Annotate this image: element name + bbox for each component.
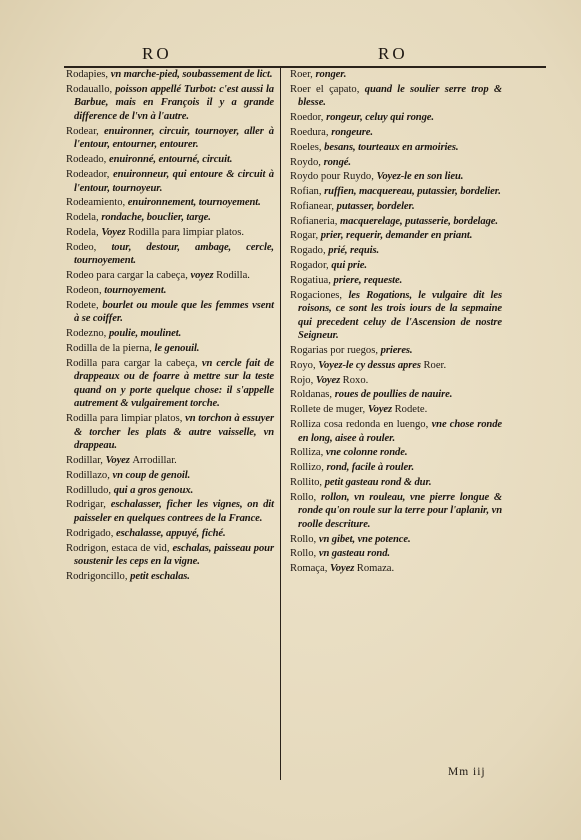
entry-headword: Rodeo para cargar la cabeça, <box>66 270 191 281</box>
entry-headword: Rodeado, <box>66 154 109 166</box>
entry-headword: Rodrigado, <box>66 527 117 539</box>
dictionary-entry <box>290 289 502 343</box>
entry-definition: vne colonne ronde. <box>325 447 408 459</box>
entry-headword: Rodezno, <box>66 327 109 339</box>
entry-headword: Rodear, <box>66 125 104 137</box>
dictionary-entry <box>66 168 274 195</box>
entry-crossref: Rodilla. <box>216 270 250 281</box>
entry-headword: Rodilla de la pierna, <box>66 342 155 354</box>
entry-definition: rond, facile à rouler. <box>326 462 415 474</box>
entry-headword: Rofianeria, <box>290 215 341 227</box>
entry-headword: Rodeador, <box>66 168 113 180</box>
entry-definition: priere, requeste. <box>333 274 403 286</box>
dictionary-entry <box>290 141 502 155</box>
entry-definition: rollon, vn rouleau, vne pierre longue & ronde qu'on roule sur la terre pour l'aplanir, vn roolle descriture. <box>298 491 502 530</box>
dictionary-entry <box>66 469 274 483</box>
entry-headword: Rodete, <box>66 299 103 311</box>
entry-definition: besans, tourteaux en armoiries. <box>324 141 459 153</box>
dictionary-entry <box>66 241 274 268</box>
entry-definition: poisson appellé Turbot: c'est aussi la Barbue, mais en François il y a grande difference de l'vn à l'autre. <box>74 83 274 122</box>
entry-definition: enuironné, entourné, circuit. <box>108 154 233 166</box>
entry-definition: Voyez <box>315 374 343 386</box>
entry-crossref: Arrodillar. <box>132 455 177 467</box>
dictionary-entry <box>66 527 274 541</box>
entry-definition: enuironner, circuir, tournoyer, aller à l'entour, entourner, entourer. <box>74 125 275 151</box>
entry-headword: Roedor, <box>290 112 327 124</box>
right-column <box>290 68 502 577</box>
entry-headword: Rollizo, <box>290 462 327 474</box>
entry-definition: Voyez <box>101 226 129 238</box>
dictionary-entry <box>290 244 502 258</box>
dictionary-entry <box>290 156 502 170</box>
entry-definition: petit gasteau rond & dur. <box>324 476 432 488</box>
dictionary-entry <box>290 185 502 199</box>
entry-definition: enuironneur, qui entoure & circuit à l'entour, tournoyeur. <box>74 168 274 194</box>
dictionary-entry <box>66 412 274 453</box>
entry-definition: vn gasteau rond. <box>318 548 390 560</box>
entry-definition: roues de poullies de nauire. <box>334 389 453 401</box>
entry-definition: prier, requerir, demander en priant. <box>320 230 473 242</box>
entry-headword: Rodilla para limpiar platos, <box>66 413 186 425</box>
entry-definition: Voyez <box>367 404 395 416</box>
dictionary-entry <box>66 299 274 326</box>
dictionary-entry <box>290 446 502 460</box>
dictionary-entry <box>290 229 502 243</box>
dictionary-entry <box>290 259 502 273</box>
entry-crossref: Romaza. <box>356 563 395 575</box>
entry-headword: Romaça, <box>290 563 331 575</box>
entry-definition: le genouil. <box>154 342 200 354</box>
dictionary-entry <box>290 476 502 490</box>
entry-definition: Voyez-le en son lieu. <box>376 171 464 183</box>
entry-definition: rongeur, celuy qui ronge. <box>326 112 434 124</box>
dictionary-entry <box>66 269 274 283</box>
entry-headword: Rodauallo, <box>66 83 116 95</box>
dictionary-entry <box>290 83 502 110</box>
dictionary-entry <box>66 211 274 225</box>
entry-headword: Rogar, <box>290 230 321 242</box>
entry-definition: Voyez <box>330 563 357 575</box>
entry-definition: les Rogations, le vulgaire dit les roisons, ce sont les trois iours de la sepmaine qui precedent celuy de l'Ascension de nostre Seigneur. <box>298 289 502 342</box>
entry-crossref: Roxo. <box>342 374 369 386</box>
entry-definition: petit eschalas. <box>130 570 190 582</box>
dictionary-entry <box>66 498 274 525</box>
column-divider <box>280 68 281 780</box>
entry-headword: Rodapies, <box>66 69 111 80</box>
entry-definition: ruffien, macquereau, putassier, bordelier. <box>324 186 501 198</box>
dictionary-entry <box>290 533 502 547</box>
entry-headword: Rollo, <box>290 533 319 545</box>
entry-headword: Rogarias por ruegos, <box>290 345 381 357</box>
entry-headword: Rodeamiento, <box>66 197 128 209</box>
entry-headword: Rodillazo, <box>66 469 113 481</box>
dictionary-entry <box>66 570 274 584</box>
entry-definition: Voyez-le cy dessus apres <box>318 359 424 371</box>
entry-headword: Roer el çapato, <box>290 83 365 95</box>
entry-crossref: Roer. <box>423 359 447 371</box>
entry-headword: Rofian, <box>290 186 325 198</box>
entry-crossref: Rodete. <box>394 404 428 416</box>
dictionary-entry <box>66 226 274 240</box>
running-header <box>64 44 546 64</box>
entry-definition: eschalas, paisseau pour soustenir les ceps en la vigne. <box>74 542 274 568</box>
entry-definition: vn cercle fait de drappeaux ou de foarre à mettre sur la teste quand on y porte quelque chose: il s'appelle autrement & vulgairement torche. <box>74 357 274 410</box>
entry-headword: Rodrigoncillo, <box>66 570 131 582</box>
dictionary-entry <box>290 461 502 475</box>
dictionary-entry <box>290 126 502 140</box>
entry-headword: Rojo, <box>290 374 316 386</box>
entry-headword: Royo, <box>290 359 319 371</box>
dictionary-entry <box>290 562 502 576</box>
entry-definition: poulie, moulinet. <box>108 327 182 339</box>
dictionary-entry <box>66 327 274 341</box>
entry-headword: Rodeo, <box>66 241 112 253</box>
entry-definition: vn gibet, vne potence. <box>318 533 411 545</box>
entry-definition: vn coup de genoil. <box>112 469 191 481</box>
entry-headword: Rollo, <box>290 491 322 503</box>
dictionary-entry <box>290 418 502 445</box>
entry-headword: Rogador, <box>290 259 332 271</box>
signature-mark: Mm iij <box>448 766 486 778</box>
entry-headword: Rolliza cosa redonda en luengo, <box>290 419 432 430</box>
entry-definition: tour, destour, ambage, cercle, tournoyement. <box>74 241 274 267</box>
entry-headword: Rodeon, <box>66 284 105 296</box>
dictionary-entry <box>290 68 502 82</box>
entry-headword: Rodrigar, <box>66 499 111 511</box>
entry-headword: Roydo pour Ruydo, <box>290 171 377 183</box>
dictionary-entry <box>290 403 502 417</box>
entry-headword: Rogado, <box>290 245 329 257</box>
dictionary-entry <box>66 196 274 210</box>
dictionary-entry <box>290 359 502 373</box>
dictionary-entry <box>66 542 274 569</box>
dictionary-entry <box>290 215 502 229</box>
entry-definition: rongé. <box>323 156 351 168</box>
dictionary-entry <box>290 491 502 532</box>
entry-definition: bourlet ou moule que les femmes vsent à se coiffer. <box>74 299 274 325</box>
entry-headword: Rollo, <box>290 548 319 560</box>
entry-definition: vn torchon à essuyer & torcher les plats & autre vaisselle, vn drappeau. <box>74 413 274 452</box>
entry-headword: Roydo, <box>290 156 324 168</box>
entry-definition: vne chose ronde en long, aisee à rouler. <box>298 419 502 444</box>
dictionary-entry <box>66 454 274 468</box>
entry-headword: Rodilludo, <box>66 484 114 496</box>
dictionary-entry <box>66 342 274 356</box>
entry-definition: qui a gros genoux. <box>113 484 194 496</box>
entry-definition: prié, requis. <box>328 245 380 257</box>
dictionary-entry <box>290 170 502 184</box>
entry-headword: Rodrigon, estaca de vid, <box>66 542 173 554</box>
entry-headword: Rolliza, <box>290 447 326 459</box>
dictionary-entry <box>66 153 274 167</box>
entry-headword: Roer, <box>290 69 316 80</box>
dictionary-entry <box>66 68 274 82</box>
entry-definition: ronger. <box>315 69 347 80</box>
entry-headword: Roedura, <box>290 126 332 138</box>
entry-definition: tournoyement. <box>104 284 167 296</box>
entry-definition: eschalasse, appuyé, fiché. <box>116 527 226 539</box>
entry-definition: enuironnement, tournoyement. <box>127 197 261 209</box>
entry-headword: Rodilla para cargar la cabeça, <box>66 357 202 369</box>
entry-definition: rongeure. <box>331 126 373 138</box>
dictionary-entry <box>290 374 502 388</box>
entry-definition: rondache, bouclier, targe. <box>101 212 211 224</box>
entry-headword: Rollito, <box>290 476 325 488</box>
entry-definition: eschalasser, ficher les vignes, on dit paisseler en quelques contrees de la France. <box>74 499 274 524</box>
entry-headword: Rogaciones, <box>290 289 349 301</box>
dictionary-entry <box>66 484 274 498</box>
entry-headword: Roeles, <box>290 141 325 153</box>
dictionary-entry <box>290 274 502 288</box>
dictionary-entry <box>66 83 274 124</box>
dictionary-entry <box>290 344 502 358</box>
entry-definition: qui prie. <box>331 259 367 271</box>
entry-headword: Rodela, <box>66 212 102 224</box>
entry-definition: vn marche-pied, soubassement de lict. <box>110 69 273 80</box>
entry-headword: Roldanas, <box>290 389 335 401</box>
dictionary-entry <box>66 284 274 298</box>
entry-definition: voyez <box>190 270 217 281</box>
entry-definition: macquerelage, putasserie, bordelage. <box>340 215 498 227</box>
entry-headword: Rogatiua, <box>290 274 334 286</box>
entry-headword: Rodillar, <box>66 455 106 467</box>
entry-definition: quand le soulier serre trop & blesse. <box>298 83 503 109</box>
dictionary-entry <box>290 200 502 214</box>
entry-headword: Rofianear, <box>290 200 337 212</box>
header-left: RO <box>142 44 172 63</box>
left-column <box>66 68 274 585</box>
dictionary-entry <box>290 547 502 561</box>
entry-crossref: Rodilla para limpiar platos. <box>128 226 244 238</box>
entry-definition: Voyez <box>105 455 133 467</box>
entry-definition: prieres. <box>380 345 413 357</box>
dictionary-entry <box>66 357 274 411</box>
dictionary-entry <box>290 388 502 402</box>
entry-headword: Rollete de muger, <box>290 404 368 416</box>
header-right: RO <box>378 44 408 63</box>
dictionary-entry <box>290 111 502 125</box>
entry-definition: putasser, bordeler. <box>336 200 415 212</box>
dictionary-entry <box>66 125 274 152</box>
entry-headword: Rodela, <box>66 226 102 238</box>
